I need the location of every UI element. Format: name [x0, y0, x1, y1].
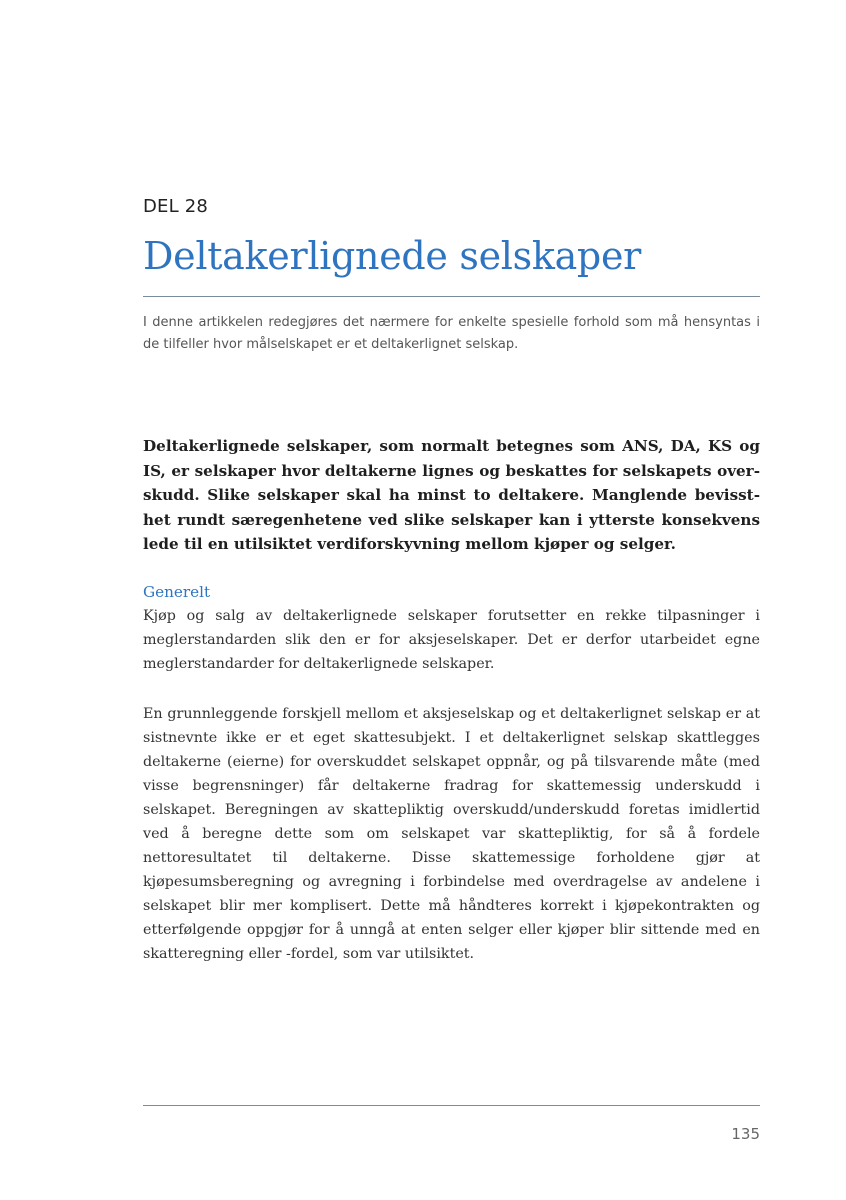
footer-divider: [143, 1105, 760, 1106]
page-number: 135: [731, 1125, 760, 1143]
part-label: DEL 28: [143, 196, 209, 217]
body-paragraph: Kjøp og salg av deltakerlignede selskaper forutsetter en rekke tilpasninger i meglerstandarden slik den er for aksjeselskaper. Det er derfor utarbeidet egne meglerstandarder for deltakerlignede selskaper.: [143, 608, 760, 672]
intro-paragraph: Deltakerlignede selskaper, som normalt betegnes som ANS, DA, KS og IS, er selskaper hvor deltakerne lignes og beskattes for selskapets overskudd. Slike selskaper skal ha minst to deltakere. Manglende bevissthet rundt særegenhetene ved slike selskaper kan i ytterste konsekvens lede til en utilsiktet verdiforskyvning mellom kjøper og selger.: [143, 437, 760, 553]
article-title: Deltakerlignede selskaper: [143, 234, 642, 278]
article-lead: I denne artikkelen redegjøres det nærmere for enkelte spesielle forhold som må hensyntas i de tilfeller hvor målselskapet er et deltakerlignet selskap.: [143, 315, 760, 352]
title-divider: [143, 296, 760, 297]
section-heading: Generelt: [143, 583, 211, 601]
body-paragraph: En grunnleggende forskjell mellom et aksjeselskap og et deltakerlignet selskap er at sistnevnte ikke er et eget skattesubjekt. I et deltakerlignet selskap skattlegges deltakerne (eierne) for overskuddet selskapet oppnår, og på tilsvarende måte (med visse begrensninger) får deltakerne fradrag for skattemessig underskudd i selskapet. Beregningen av skattepliktig overskudd/underskudd foretas imidlertid ved å beregne dette som om selskapet var skattepliktig, for så å fordele nettoresultatet til deltakerne. Disse skattemessige forholdene gjør at kjøpesumsberegning og avregning i forbindelse med overdragelse av andelene i selskapet blir mer komplisert. Dette må håndteres korrekt i kjøpekontrakten og etterfølgende oppgjør for å unngå at enten selger eller kjøper blir sittende med en skatteregning eller -fordel, som var utilsiktet.: [143, 706, 760, 962]
